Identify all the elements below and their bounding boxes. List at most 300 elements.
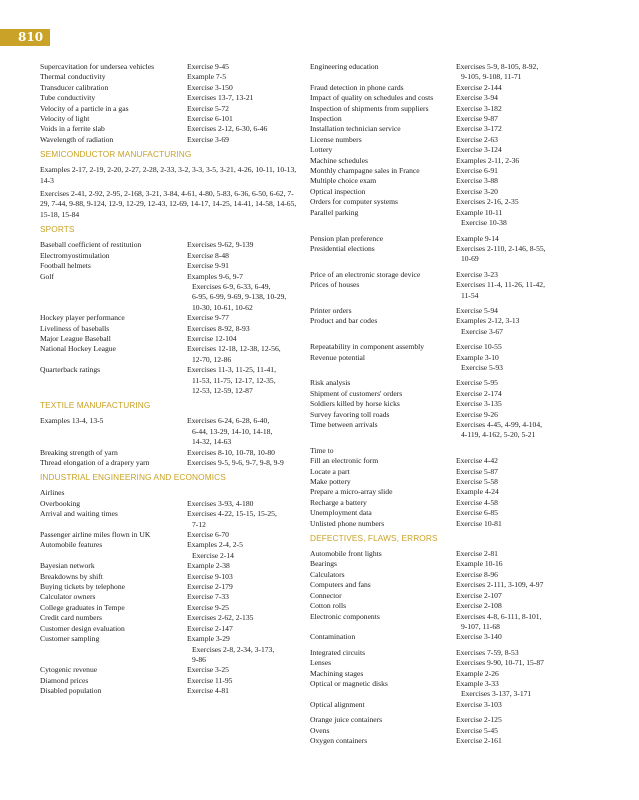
entry-reference-line: Example 9-14 bbox=[456, 233, 499, 243]
entry-reference-line: Exercise 3-150 bbox=[187, 82, 233, 92]
entry-references bbox=[456, 487, 574, 497]
entry-title: Bayesian network bbox=[40, 561, 95, 571]
entry-reference-line: Exercise 2-108 bbox=[456, 601, 502, 611]
entry-references bbox=[456, 736, 574, 746]
entry-title: Customer sampling bbox=[40, 634, 100, 644]
entry-references bbox=[456, 342, 574, 352]
entry-reference-line: Example 10-16 bbox=[456, 559, 503, 569]
index-paragraph: Exercises 2-41, 2-92, 2-95, 2-168, 3-21, 3-84, 4-61, 4-80, 5-83, 6-36, 6-50, 6-62, 7-29, 7-44, 9-88, 9-124, 12-9, 12-29, 12-43, 12-69, 14-17, 14-25, 14-41, 14-58, 14-65, 15-18, 15-84 bbox=[40, 189, 297, 219]
entry-title: Make pottery bbox=[310, 477, 351, 487]
entry-references bbox=[456, 456, 574, 466]
index-entry bbox=[40, 634, 302, 665]
entry-reference-line: 12-70, 12-86 bbox=[192, 354, 232, 364]
entry-references bbox=[456, 446, 574, 456]
index-entry bbox=[310, 446, 574, 456]
entry-title: Golf bbox=[40, 271, 54, 281]
entry-title: Inspection of shipments from suppliers bbox=[310, 103, 429, 113]
index-entry bbox=[310, 353, 574, 374]
entry-reference-line: Exercise 9-87 bbox=[456, 114, 498, 124]
entry-reference-line: Exercise 3-25 bbox=[187, 665, 229, 675]
entry-references bbox=[187, 62, 302, 72]
index-entry bbox=[310, 726, 574, 736]
entry-reference-line: Exercise 2-125 bbox=[456, 715, 502, 725]
entry-title: Engineering education bbox=[310, 62, 379, 71]
entry-title: Inspection bbox=[310, 114, 342, 124]
entry-reference-line: 9-107, 11-68 bbox=[461, 621, 500, 631]
index-entry bbox=[310, 601, 574, 611]
index-column-left bbox=[40, 62, 302, 697]
entry-reference-line: Exercise 7-33 bbox=[187, 592, 229, 602]
entry-references bbox=[456, 270, 574, 280]
entry-references bbox=[187, 488, 302, 498]
entry-references bbox=[456, 197, 574, 207]
index-entry bbox=[310, 498, 574, 508]
entry-references bbox=[456, 166, 574, 176]
entry-references bbox=[456, 726, 574, 736]
entry-reference-line: Exercise 9-103 bbox=[187, 571, 233, 581]
entry-reference-line: Exercises 4-22, 15-15, 15-25, bbox=[187, 509, 277, 519]
entry-reference-line: Example 10-11 bbox=[456, 207, 503, 217]
entry-title: Risk analysis bbox=[310, 378, 351, 388]
entry-reference-line: Exercise 6-70 bbox=[187, 530, 229, 540]
entry-reference-line: Exercises 6-24, 6-28, 6-40, bbox=[187, 416, 270, 426]
index-entry bbox=[310, 399, 574, 409]
entry-title: Transducer calibration bbox=[40, 82, 109, 92]
index-entry bbox=[40, 416, 302, 447]
index-entry bbox=[40, 448, 302, 458]
entry-references bbox=[187, 624, 302, 634]
entry-references bbox=[187, 72, 302, 82]
entry-reference-line: 4-119, 4-162, 5-20, 5-21 bbox=[461, 430, 536, 440]
index-entry bbox=[40, 540, 302, 561]
entry-reference-line: 6-44, 13-29, 14-10, 14-18, bbox=[192, 426, 273, 436]
entry-title: Airlines bbox=[40, 488, 65, 498]
entry-reference-line: Example 3-29 bbox=[187, 634, 230, 644]
entry-references bbox=[187, 613, 302, 623]
section-heading-defectives-flaws-errors: DEFECTIVES, FLAWS, ERRORS bbox=[310, 533, 438, 544]
entry-reference-line: Example 2-26 bbox=[456, 668, 499, 678]
entry-reference-line: Exercises 9-62, 9-139 bbox=[187, 240, 254, 250]
entry-references bbox=[456, 410, 574, 420]
entry-references bbox=[456, 93, 574, 103]
index-entry bbox=[310, 244, 574, 265]
entry-references bbox=[456, 700, 574, 710]
entry-references bbox=[187, 509, 302, 530]
entry-title: Time to bbox=[310, 445, 334, 455]
entry-references bbox=[187, 603, 302, 613]
index-entry bbox=[310, 166, 574, 176]
entry-title: Disabled population bbox=[40, 686, 102, 696]
entry-reference-line: Examples 9-6, 9-7 bbox=[187, 271, 243, 281]
entry-reference-line: Exercises 11-3, 11-25, 11-41, bbox=[187, 365, 276, 375]
entry-title: Velocity of light bbox=[40, 114, 90, 124]
index-entry bbox=[40, 365, 302, 396]
entry-references bbox=[187, 334, 302, 344]
entry-reference-line: Examples 2-12, 3-13 bbox=[456, 316, 520, 326]
entry-references bbox=[456, 648, 574, 658]
entry-references bbox=[456, 176, 574, 186]
entry-title: Orders for computer systems bbox=[310, 197, 398, 207]
entry-references bbox=[456, 104, 574, 114]
entry-references bbox=[187, 83, 302, 93]
entry-title: Passenger airline miles flown in UK bbox=[40, 530, 151, 540]
entry-title: Monthly champagne sales in France bbox=[310, 166, 420, 176]
entry-reference-line: Exercise 3-172 bbox=[456, 124, 502, 134]
index-entry bbox=[310, 580, 574, 590]
entry-reference-line: Exercise 5-93 bbox=[461, 362, 503, 372]
index-entry bbox=[310, 187, 574, 197]
entry-title: License numbers bbox=[310, 134, 362, 144]
entry-references bbox=[187, 344, 302, 365]
section-heading-semiconductor-manufacturing: SEMICONDUCTOR MANUFACTURING bbox=[40, 149, 192, 160]
entry-references bbox=[187, 561, 302, 571]
index-entry bbox=[310, 648, 574, 658]
index-entry bbox=[310, 83, 574, 93]
entry-title: Computers and fans bbox=[310, 580, 371, 590]
entry-references bbox=[187, 634, 302, 665]
entry-reference-line: Exercise 5-94 bbox=[456, 305, 498, 315]
entry-reference-line: Exercise 9-77 bbox=[187, 313, 229, 323]
index-entry bbox=[310, 124, 574, 134]
entry-references bbox=[456, 234, 574, 244]
entry-reference-line: Exercise 10-38 bbox=[461, 218, 507, 228]
entry-reference-line: 10-69 bbox=[461, 254, 479, 264]
entry-references bbox=[187, 93, 302, 103]
entry-reference-line: Exercise 6-91 bbox=[456, 166, 498, 176]
entry-title: Calculators bbox=[310, 569, 345, 579]
section-heading-industrial-engineering-and-economics: INDUSTRIAL ENGINEERING AND ECONOMICS bbox=[40, 472, 226, 483]
entry-title: Parallel parking bbox=[310, 207, 359, 217]
entry-reference-line: Exercise 5-45 bbox=[456, 725, 498, 735]
index-entry bbox=[40, 665, 302, 675]
entry-references bbox=[456, 187, 574, 197]
entry-references bbox=[456, 353, 574, 374]
entry-title: Repeatability in component assembly bbox=[310, 342, 425, 352]
entry-title: Thermal conductivity bbox=[40, 72, 106, 82]
entry-references bbox=[187, 272, 302, 314]
entry-reference-line: Exercise 3-124 bbox=[456, 145, 502, 155]
index-entry bbox=[310, 234, 574, 244]
index-entry bbox=[310, 519, 574, 529]
entry-reference-line: Exercise 2-147 bbox=[187, 623, 233, 633]
index-entry bbox=[310, 62, 574, 83]
entry-title: Diamond prices bbox=[40, 675, 89, 685]
entry-references bbox=[456, 498, 574, 508]
entry-title: Football helmets bbox=[40, 261, 91, 271]
index-entry bbox=[310, 456, 574, 466]
entry-references bbox=[187, 416, 302, 447]
entry-title: College graduates in Tempe bbox=[40, 602, 125, 612]
index-entry bbox=[310, 612, 574, 633]
entry-title: Orange juice containers bbox=[310, 715, 383, 725]
entry-reference-line: Exercise 3-135 bbox=[456, 399, 502, 409]
entry-references bbox=[456, 62, 574, 83]
entry-references bbox=[456, 208, 574, 229]
index-entry bbox=[310, 420, 574, 441]
entry-reference-line: Exercises 8-10, 10-78, 10-80 bbox=[187, 447, 275, 457]
entry-title: Voids in a ferrite slab bbox=[40, 124, 105, 134]
entry-references bbox=[456, 679, 574, 700]
index-entry bbox=[310, 736, 574, 746]
index-entry bbox=[40, 613, 302, 623]
entry-reference-line: Exercise 5-95 bbox=[456, 378, 498, 388]
index-entry bbox=[310, 658, 574, 668]
index-entry bbox=[310, 104, 574, 114]
entry-title: Contamination bbox=[310, 632, 356, 642]
index-entry bbox=[310, 700, 574, 710]
index-entry bbox=[40, 488, 302, 498]
entry-references bbox=[187, 665, 302, 675]
entry-reference-line: 9-86 bbox=[192, 654, 206, 664]
index-entry bbox=[40, 261, 302, 271]
index-entry bbox=[310, 632, 574, 642]
index-entry bbox=[40, 572, 302, 582]
entry-title: Major League Baseball bbox=[40, 333, 111, 343]
section-heading-textile-manufacturing: TEXTILE MANUFACTURING bbox=[40, 400, 151, 411]
entry-title: Printer orders bbox=[310, 305, 352, 315]
entry-reference-line: Exercise 5-72 bbox=[187, 103, 229, 113]
entry-references bbox=[456, 114, 574, 124]
entry-title: Overbooking bbox=[40, 498, 81, 508]
entry-reference-line: 10-30, 10-61, 10-62 bbox=[192, 302, 253, 312]
index-entry bbox=[40, 272, 302, 314]
entry-reference-line: 11-53, 11-75, 12-17, 12-35, bbox=[192, 375, 276, 385]
entry-title: Fill an electronic form bbox=[310, 456, 379, 466]
entry-references bbox=[456, 570, 574, 580]
index-entry bbox=[310, 467, 574, 477]
entry-reference-line: Example 3-33 bbox=[456, 678, 499, 688]
entry-title: Arrival and waiting times bbox=[40, 509, 118, 519]
index-entry bbox=[310, 145, 574, 155]
entry-title: Electronic components bbox=[310, 611, 380, 621]
entry-reference-line: Exercise 3-182 bbox=[456, 103, 502, 113]
index-entry bbox=[40, 561, 302, 571]
entry-title: Optical alignment bbox=[310, 699, 365, 709]
section-heading-sports: SPORTS bbox=[40, 224, 75, 235]
index-entry bbox=[310, 114, 574, 124]
entry-references bbox=[456, 280, 574, 301]
entry-reference-line: Exercise 10-81 bbox=[456, 518, 502, 528]
entry-reference-line: Exercises 3-93, 4-180 bbox=[187, 498, 254, 508]
entry-reference-line: Exercise 11-95 bbox=[187, 675, 233, 685]
entry-reference-line: Exercise 5-58 bbox=[456, 477, 498, 487]
entry-reference-line: Exercises 2-12, 6-30, 6-46 bbox=[187, 124, 268, 134]
entry-references bbox=[456, 519, 574, 529]
entry-references bbox=[187, 104, 302, 114]
entry-title: Lottery bbox=[310, 145, 333, 155]
index-entry bbox=[310, 135, 574, 145]
entry-reference-line: Exercises 2-111, 3-109, 4-97 bbox=[456, 580, 544, 590]
entry-reference-line: Exercise 3-23 bbox=[456, 269, 498, 279]
entry-reference-line: Example 2-38 bbox=[187, 561, 230, 571]
entry-reference-line: Exercises 9-90, 10-71, 15-87 bbox=[456, 658, 544, 668]
index-entry bbox=[40, 344, 302, 365]
entry-title: Breakdowns by shift bbox=[40, 571, 103, 581]
index-entry bbox=[310, 477, 574, 487]
entry-title: Quarterback ratings bbox=[40, 365, 101, 375]
entry-reference-line: Exercise 2-63 bbox=[456, 134, 498, 144]
entry-title: Bearings bbox=[310, 559, 337, 569]
index-entry bbox=[310, 270, 574, 280]
entry-title: Credit card numbers bbox=[40, 613, 102, 623]
entry-reference-line: Exercises 5-9, 8-105, 8-92, bbox=[456, 62, 539, 71]
entry-title: Calculator owners bbox=[40, 592, 96, 602]
entry-reference-line: Exercises 12-18, 12-38, 12-56, bbox=[187, 344, 281, 354]
entry-title: Locate a part bbox=[310, 466, 350, 476]
index-entry bbox=[310, 378, 574, 388]
entry-reference-line: Exercises 11-4, 11-26, 11-42, bbox=[456, 280, 545, 290]
entry-references bbox=[456, 632, 574, 642]
entry-reference-line: Exercise 5-87 bbox=[456, 466, 498, 476]
index-entry bbox=[310, 410, 574, 420]
index-entry bbox=[40, 124, 302, 134]
index-entry bbox=[310, 679, 574, 700]
entry-title: Hockey player performance bbox=[40, 313, 125, 323]
entry-references bbox=[456, 420, 574, 441]
entry-references bbox=[456, 549, 574, 559]
entry-reference-line: Exercise 9-26 bbox=[456, 409, 498, 419]
index-entry bbox=[40, 509, 302, 530]
entry-reference-line: Exercise 3-20 bbox=[456, 186, 498, 196]
entry-title: Recharge a battery bbox=[310, 497, 367, 507]
entry-reference-line: Exercise 3-67 bbox=[461, 326, 503, 336]
index-entry bbox=[40, 499, 302, 509]
entry-reference-line: Exercise 3-140 bbox=[456, 632, 502, 642]
entry-title: Velocity of a particle in a gas bbox=[40, 103, 129, 113]
entry-reference-line: Exercises 3-137, 3-171 bbox=[461, 689, 532, 699]
entry-reference-line: Exercise 9-25 bbox=[187, 602, 229, 612]
index-entry bbox=[310, 306, 574, 316]
entry-title: Survey favoring toll roads bbox=[310, 409, 390, 419]
index-entry bbox=[310, 549, 574, 559]
entry-reference-line: Exercise 9-91 bbox=[187, 261, 229, 271]
entry-reference-line: Exercise 9-45 bbox=[187, 62, 229, 71]
entry-references bbox=[187, 592, 302, 602]
entry-references bbox=[456, 124, 574, 134]
index-entry bbox=[40, 603, 302, 613]
entry-reference-line: Exercises 2-16, 2-35 bbox=[456, 197, 519, 207]
entry-reference-line: Exercise 3-94 bbox=[456, 93, 498, 103]
entry-reference-line: Exercises 7-59, 8-53 bbox=[456, 647, 519, 657]
index-entry bbox=[40, 83, 302, 93]
entry-references bbox=[456, 601, 574, 611]
entry-title: Ovens bbox=[310, 725, 330, 735]
index-entry bbox=[40, 313, 302, 323]
entry-reference-line: Exercise 4-81 bbox=[187, 686, 229, 696]
entry-title: Shipment of customers' orders bbox=[310, 388, 403, 398]
entry-reference-line: Exercise 3-88 bbox=[456, 176, 498, 186]
entry-reference-line: Exercises 4-8, 6-111, 8-101, bbox=[456, 611, 542, 621]
index-entry bbox=[40, 458, 302, 468]
entry-title: Cotton rolls bbox=[310, 601, 347, 611]
entry-reference-line: Example 7-5 bbox=[187, 72, 227, 82]
entry-title: Machine schedules bbox=[310, 155, 368, 165]
index-entry bbox=[310, 208, 574, 229]
index-column-right bbox=[310, 62, 574, 746]
entry-title: Soldiers killed by horse kicks bbox=[310, 399, 400, 409]
index-entry bbox=[310, 508, 574, 518]
entry-references bbox=[187, 124, 302, 134]
index-entry bbox=[310, 342, 574, 352]
index-entry bbox=[40, 686, 302, 696]
entry-title: Unemployment data bbox=[310, 508, 372, 518]
entry-reference-line: Exercises 8-92, 8-93 bbox=[187, 323, 250, 333]
entry-reference-line: Exercise 8-48 bbox=[187, 250, 229, 260]
entry-references bbox=[456, 658, 574, 668]
entry-reference-line: 6-95, 6-99, 9-69, 9-138, 10-29, bbox=[192, 292, 287, 302]
entry-references bbox=[187, 458, 302, 468]
entry-reference-line: Exercise 3-69 bbox=[187, 134, 229, 144]
index-entry bbox=[310, 156, 574, 166]
entry-reference-line: Examples 2-11, 2-36 bbox=[456, 155, 520, 165]
entry-references bbox=[187, 365, 302, 396]
entry-title: Machining stages bbox=[310, 668, 364, 678]
entry-title: Connector bbox=[310, 590, 342, 600]
entry-reference-line: Exercises 2-110, 2-146, 8-55, bbox=[456, 243, 546, 253]
entry-title: National Hockey League bbox=[40, 344, 116, 354]
entry-title: Tube conductivity bbox=[40, 93, 96, 103]
entry-title: Multiple choice exam bbox=[310, 176, 377, 186]
entry-title: Automobile front lights bbox=[310, 549, 382, 559]
index-entry bbox=[40, 582, 302, 592]
index-entry bbox=[310, 559, 574, 569]
index-entry bbox=[310, 570, 574, 580]
entry-reference-line: Exercise 2-81 bbox=[456, 549, 498, 559]
entry-title: Cytogenic revenue bbox=[40, 665, 98, 675]
entry-title: Prepare a micro-array slide bbox=[310, 487, 393, 497]
entry-references bbox=[456, 316, 574, 337]
entry-references bbox=[187, 240, 302, 250]
index-entry bbox=[310, 389, 574, 399]
entry-reference-line: Exercises 6-9, 6-33, 6-49, bbox=[192, 281, 271, 291]
page-number: 810 bbox=[0, 29, 50, 46]
entry-reference-line: Exercise 2-107 bbox=[456, 590, 502, 600]
entry-references bbox=[456, 580, 574, 590]
entry-reference-line: Exercise 6-101 bbox=[187, 114, 233, 124]
index-entry bbox=[40, 104, 302, 114]
index-entry bbox=[310, 669, 574, 679]
index-entry bbox=[40, 93, 302, 103]
index-entry bbox=[310, 176, 574, 186]
entry-references bbox=[456, 244, 574, 265]
entry-references bbox=[187, 530, 302, 540]
entry-title: Customer design evaluation bbox=[40, 623, 125, 633]
entry-reference-line: Exercises 13-7, 13-21 bbox=[187, 93, 254, 103]
entry-reference-line: Exercises 9-5, 9-6, 9-7, 9-8, 9-9 bbox=[187, 458, 284, 467]
index-entry bbox=[310, 487, 574, 497]
entry-references bbox=[187, 114, 302, 124]
entry-title: Installation technician service bbox=[310, 124, 401, 134]
entry-reference-line: Exercises 4-45, 4-99, 4-104, bbox=[456, 420, 543, 429]
index-entry bbox=[40, 624, 302, 634]
entry-title: Supercavitation for undersea vehicles bbox=[40, 62, 155, 71]
index-entry bbox=[310, 280, 574, 301]
entry-reference-line: Example 3-10 bbox=[456, 352, 499, 362]
index-entry bbox=[40, 676, 302, 686]
entry-reference-line: Exercises 2-62, 2-135 bbox=[187, 613, 254, 623]
entry-title: Impact of quality on schedules and costs bbox=[310, 93, 434, 103]
entry-reference-line: 11-54 bbox=[461, 290, 479, 300]
entry-reference-line: Exercise 4-42 bbox=[456, 456, 498, 466]
entry-reference-line: 14-32, 14-63 bbox=[192, 437, 232, 447]
entry-title: Integrated circuits bbox=[310, 647, 366, 657]
entry-references bbox=[456, 399, 574, 409]
entry-reference-line: Example 4-24 bbox=[456, 487, 499, 497]
entry-references bbox=[187, 313, 302, 323]
entry-references bbox=[187, 448, 302, 458]
index-entry bbox=[40, 72, 302, 82]
entry-references bbox=[187, 540, 302, 561]
